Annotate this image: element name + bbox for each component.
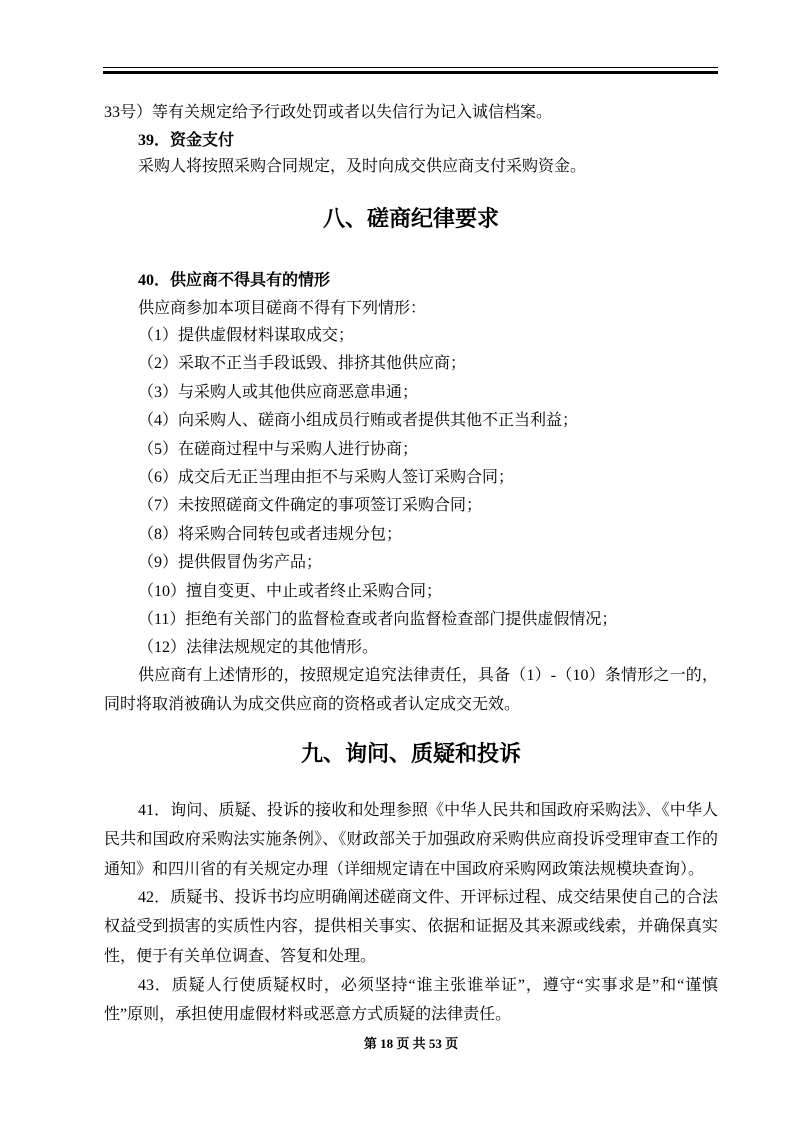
clause-40-lead: 供应商参加本项目磋商不得有下列情形： xyxy=(138,300,427,317)
list-item: （5）在磋商过程中与采购人进行协商； xyxy=(138,440,419,458)
list-item: （12）法律法规规定的其他情形。 xyxy=(138,639,379,657)
header-rule xyxy=(103,67,718,74)
clause-39-body: 采购人将按照采购合同规定，及时向成交供应商支付采购资金。 xyxy=(138,158,587,175)
list-item: （9）提供假冒伪劣产品； xyxy=(138,554,323,572)
list-item: （2）采取不正当手段诋毁、排挤其他供应商； xyxy=(138,355,467,373)
clause-42-paragraph: 42．质疑书、投诉书均应明确阐述磋商文件、开评标过程、成交结果使自己的合法权益受到损害的实质性内容，提供相关事实、依据和证据及其来源或线索，并确保真实性，便于有关单位调查、答复和处理。 xyxy=(104,889,718,965)
clause-41-paragraph: 41．询问、质疑、投诉的接收和处理参照《中华人民共和国政府采购法》、《中华人民共和国政府采购法实施条例》、《财政部关于加强政府采购供应商投诉受理审查工作的通知》和四川省的有关规定办理（详细规定请在中国政府采购网政策法规模块查询）。 xyxy=(104,802,718,878)
list-item: （6）成交后无正当理由拒不与采购人签订采购合同； xyxy=(138,469,515,487)
list-item: （3）与采购人或其他供应商恶意串通； xyxy=(138,383,419,401)
clause-40-title: 40．供应商不得具有的情形 xyxy=(138,272,331,289)
list-item: （7）未按照磋商文件确定的事项签订采购合同； xyxy=(138,497,483,515)
list-item: （8）将采购合同转包或者违规分包； xyxy=(138,525,403,543)
list-item: （10）擅自变更、中止或者终止采购合同； xyxy=(138,582,443,600)
list-item: （1）提供虚假材料谋取成交； xyxy=(138,327,355,344)
section-8-heading: 八、磋商纪律要求 xyxy=(322,206,499,231)
clause-40-closing: 供应商有上述情形的，按照规定追究法律责任，具备（1）-（10）条情形之一的，同时将取消被确认为成交供应商的资格或者认定成交无效。 xyxy=(104,667,718,713)
page-number-footer: 第 18 页 共 53 页 xyxy=(363,1036,459,1051)
section-9-heading: 九、询问、质疑和投诉 xyxy=(300,741,521,766)
clause-39-title: 39．资金支付 xyxy=(138,132,235,149)
continuation-paragraph: 33号）等有关规定给予行政处罚或者以失信行为记入诚信档案。 xyxy=(104,104,553,121)
list-item: （4）向采购人、磋商小组成员行贿或者提供其他不正当利益； xyxy=(138,412,579,430)
clause-40-item-list xyxy=(104,322,718,663)
list-item: （11）拒绝有关部门的监督检查或者向监督检查部门提供虚假情况； xyxy=(138,611,618,629)
clause-43-paragraph: 43．质疑人行使质疑权时，必须坚持“谁主张谁举证”，遵守“实事求是”和“谨慎性”原则，承担使用虚假材料或恶意方式质疑的法律责任。 xyxy=(104,977,718,1024)
